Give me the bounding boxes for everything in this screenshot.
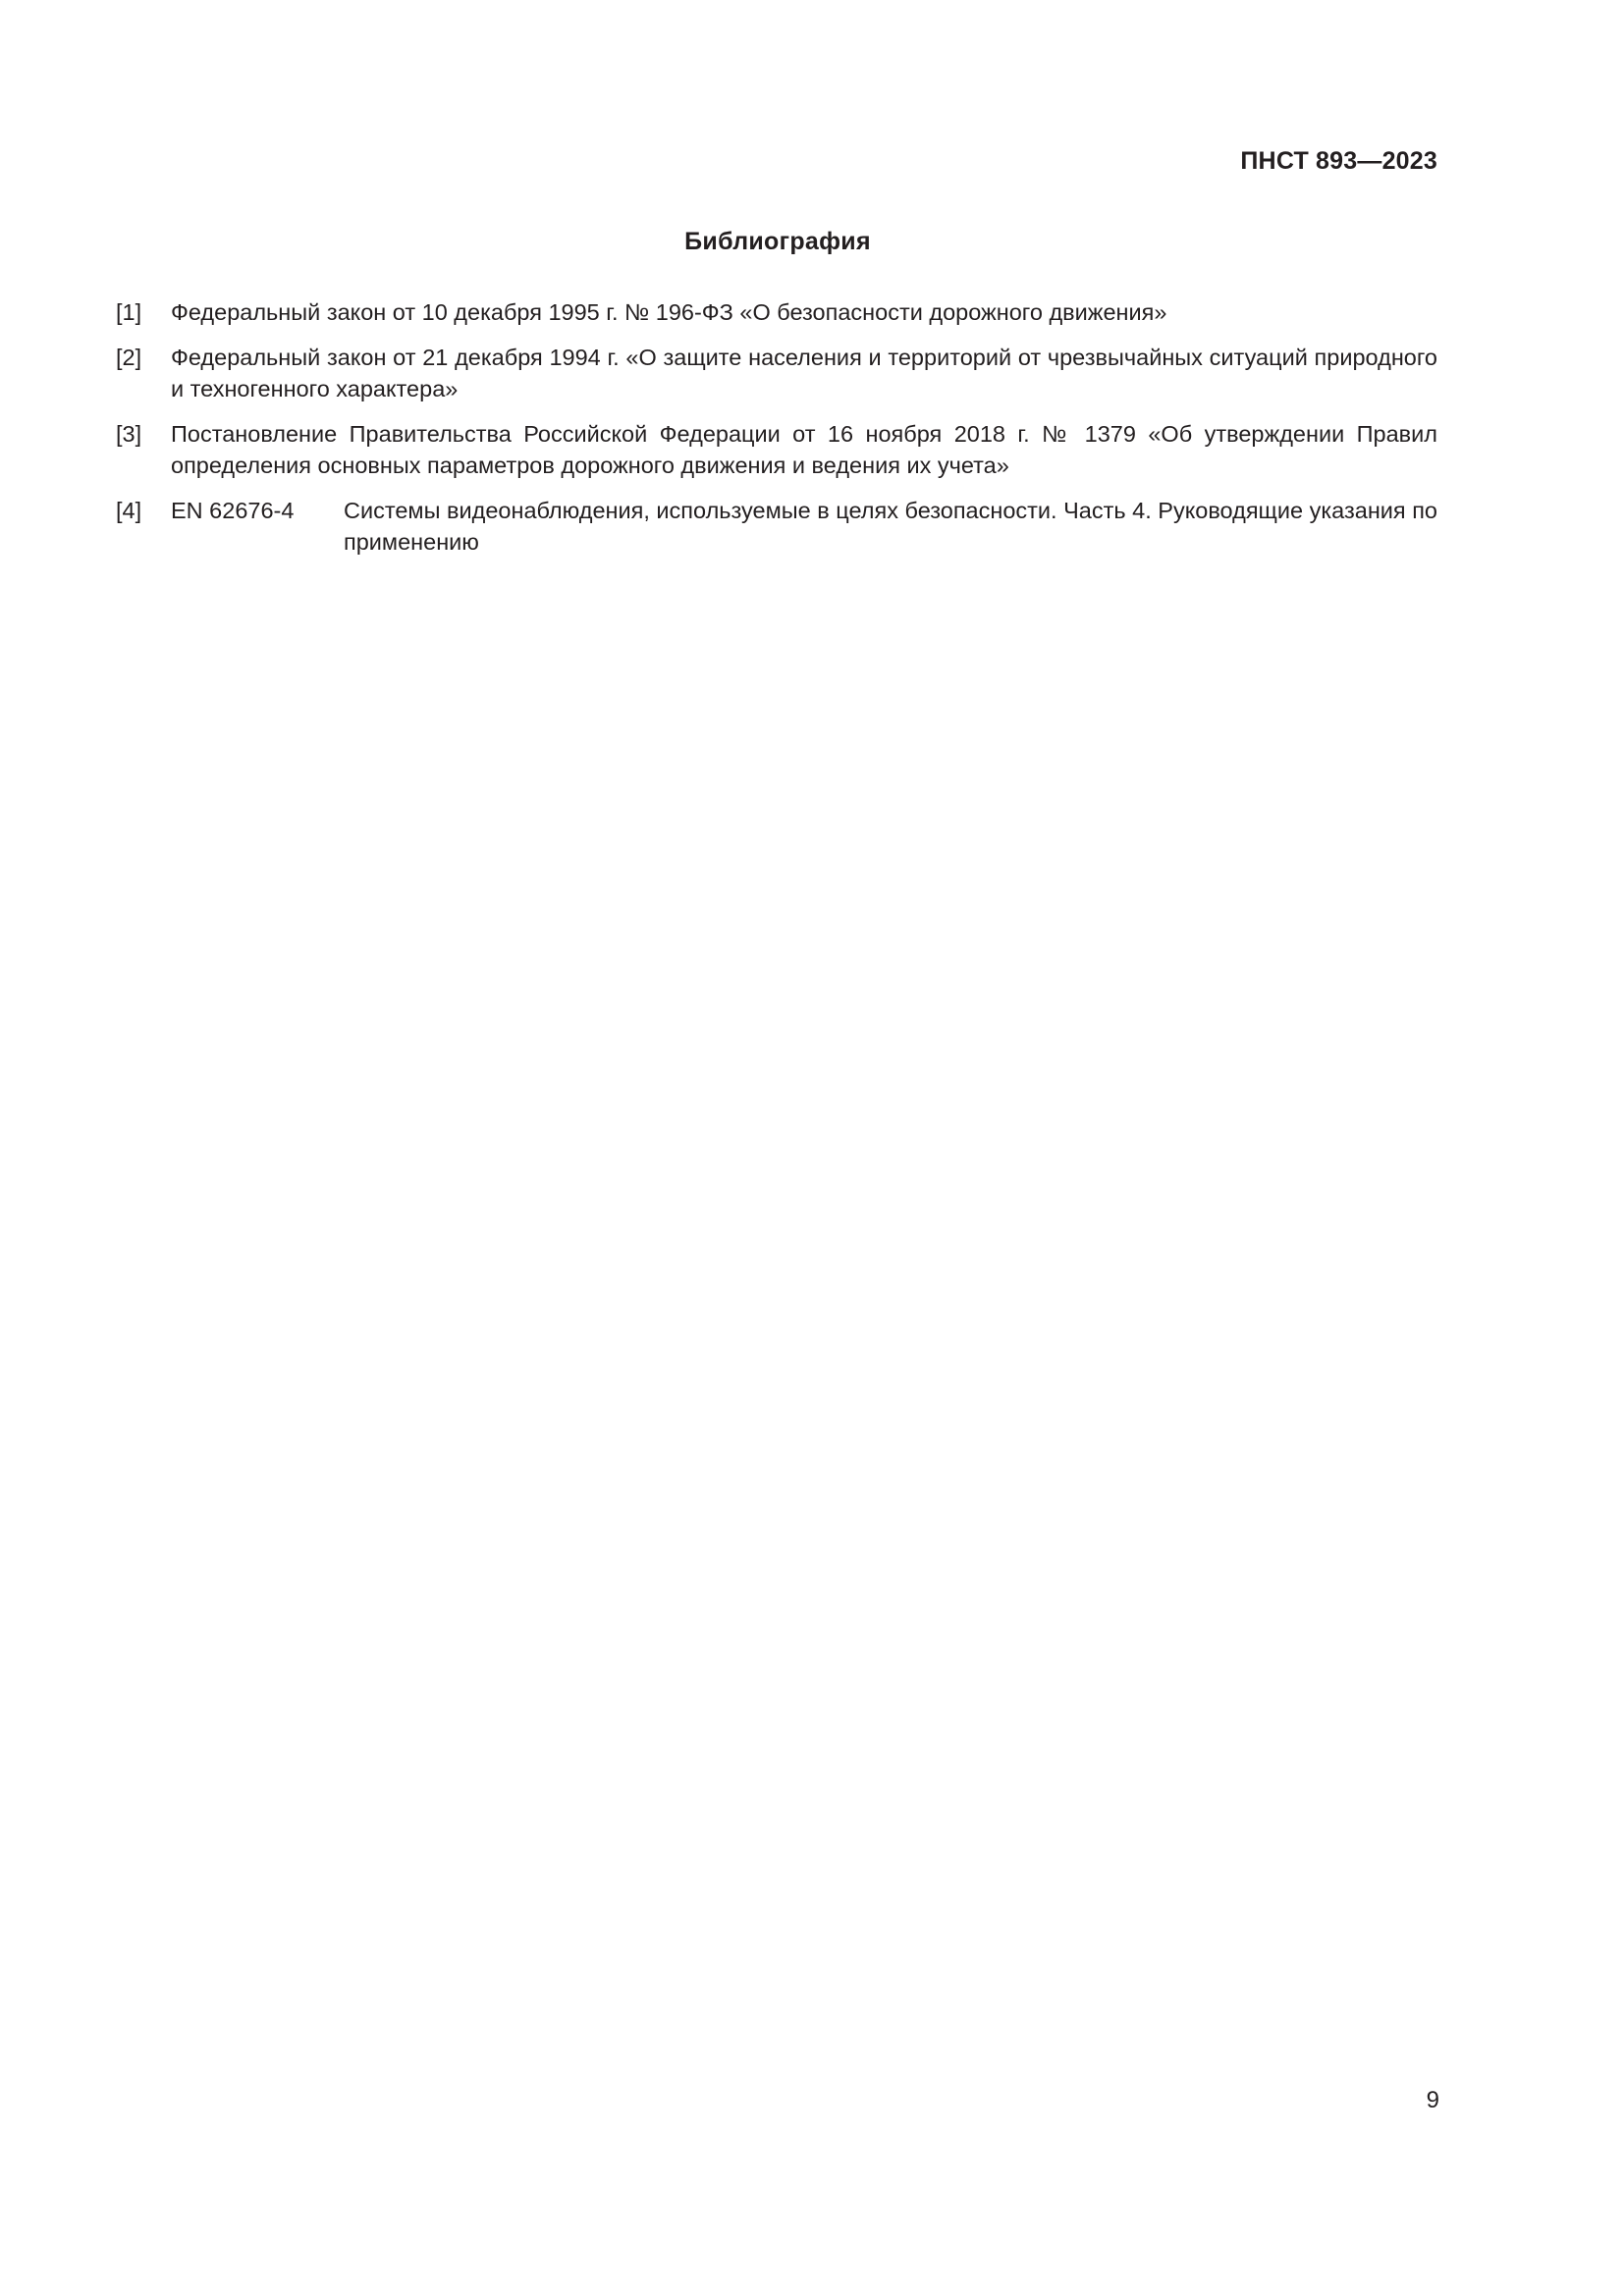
bibliography-item-text: Федеральный закон от 10 декабря 1995 г. № 196-ФЗ «О безопасности дорожного движения» (171, 299, 1167, 325)
bibliography-item-4 (116, 495, 1437, 558)
bibliography-item-number: [2] (116, 345, 142, 370)
bibliography-item-text: Постановление Правительства Российской Федерации от 16 ноября 2018 г. № 1379 «Об утверждении Правил определения основных параметров дорожного движения и ведения их учета» (171, 421, 1437, 478)
bibliography-item-2 (116, 342, 1437, 404)
page-number: 9 (1426, 2087, 1439, 2113)
bibliography-item-3 (116, 418, 1437, 481)
document-code: ПНСТ 893—2023 (1240, 147, 1437, 175)
bibliography-title: Библиография (684, 228, 871, 255)
bibliography-item-text: Системы видеонаблюдения, используемые в целях безопасности. Часть 4. Руководящие указания по применению (344, 498, 1437, 555)
bibliography-item-number: [3] (116, 421, 142, 447)
bibliography-list (116, 296, 1437, 571)
bibliography-item-1 (116, 296, 1437, 328)
bibliography-item-standard-code: EN 62676-4 (171, 498, 295, 523)
bibliography-item-text: Федеральный закон от 21 декабря 1994 г. «О защите населения и территорий от чрезвычайных ситуаций природного и техногенного характера» (171, 345, 1437, 401)
bibliography-item-number: [4] (116, 498, 142, 523)
bibliography-item-number: [1] (116, 299, 142, 325)
